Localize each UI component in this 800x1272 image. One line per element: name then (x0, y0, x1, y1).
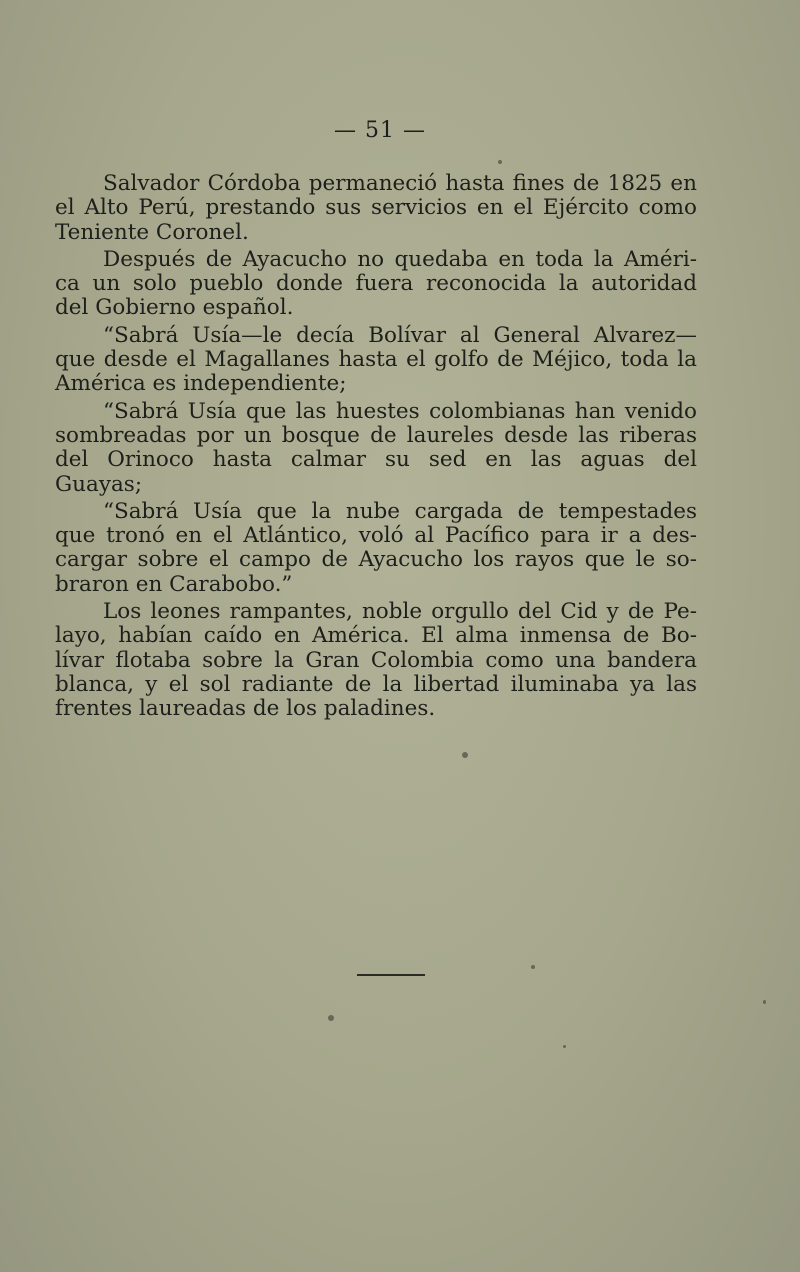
paper-speck (563, 1045, 566, 1048)
text-line: Guayas; (55, 471, 143, 497)
paper-speck (462, 752, 468, 758)
text-line: Teniente Coronel. (55, 219, 249, 245)
paper-speck (531, 965, 535, 969)
paper-speck (498, 160, 502, 164)
text-line: layo, habían caído en América. El alma inmensa de Bo- (55, 623, 697, 649)
text-line: “Sabrá Usía que la nube cargada de tempestades (103, 498, 697, 524)
text-line: que desde el Magallanes hasta el golfo de Méjico, toda la (55, 347, 697, 373)
text-line: lívar flotaba sobre la Gran Colombia como una bandera (55, 647, 697, 673)
text-line: “Sabrá Usía que las huestes colombianas han venido (103, 398, 697, 424)
text-line: braron en Carabobo.” (55, 571, 293, 597)
paper-speck (328, 1015, 334, 1021)
text-line: cargar sobre el campo de Ayacucho los rayos que le so- (55, 547, 697, 573)
text-line: Salvador Córdoba permaneció hasta fines de 1825 en (103, 171, 697, 196)
text-line: del Gobierno español. (55, 295, 294, 321)
text-line: que tronó en el Atlántico, voló al Pacífico para ir a des- (55, 523, 697, 549)
text-line: Después de Ayacucho no quedaba en toda la Améri- (103, 246, 697, 272)
text-line: América es independiente; (55, 371, 347, 397)
text-line: del Orinoco hasta calmar su sed en las aguas del (55, 447, 697, 473)
text-line: sombreadas por un bosque de laureles desde las riberas (55, 422, 697, 448)
end-rule (357, 974, 425, 976)
text-line: Los leones rampantes, noble orgullo del Cid y de Pe- (103, 599, 697, 625)
text-line: el Alto Perú, prestando sus servicios en el Ejército como (55, 195, 697, 221)
page-number: — 51 — (334, 118, 426, 143)
paper-speck (763, 1000, 766, 1004)
text-line: “Sabrá Usía—le decía Bolívar al General Alvarez— (103, 322, 697, 348)
text-line: frentes laureadas de los paladines. (55, 696, 436, 722)
text-line: ca un solo pueblo donde fuera reconocida la autoridad (55, 271, 697, 297)
body-text (55, 172, 697, 722)
text-line: blanca, y el sol radiante de la libertad iluminaba ya las (55, 671, 697, 697)
